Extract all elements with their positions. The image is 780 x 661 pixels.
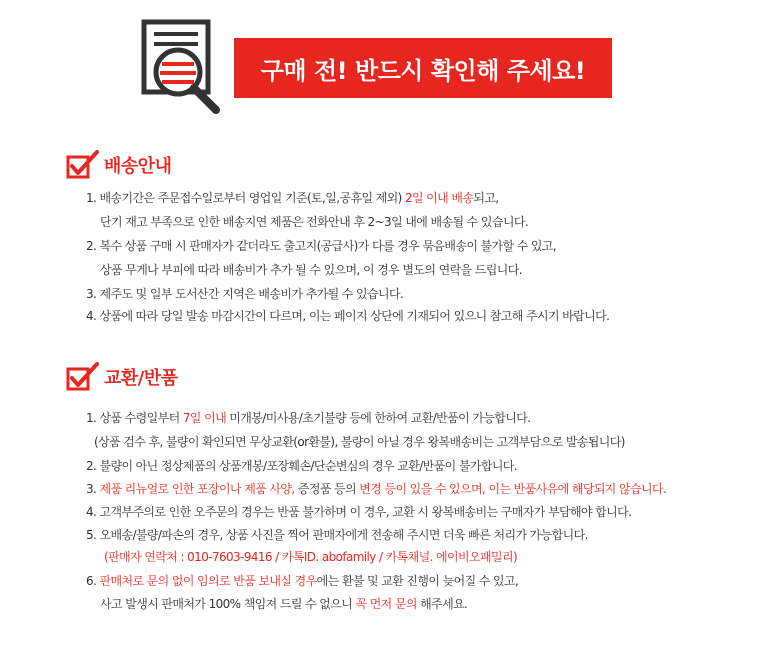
red-checkbox-icon (66, 362, 100, 392)
shipping-title: 배송안내 (104, 156, 172, 177)
exchange-title: 교환/반품 (104, 368, 178, 389)
seller-contact: (판매자 연락처 : 010-7603-9416 / 카톡ID. abofamily / 카톡채널. 에이비오패밀리) (104, 550, 518, 564)
notice-banner: 구매 전! 반드시 확인해 주세요! (234, 38, 612, 98)
exchange-line-4: 3. 제품 리뉴얼로 인한 포장이나 제품 사양, 증정품 등의 변경 등이 있을 수 있으며, 이는 반품사유에 해당되지 않습니다. (86, 482, 667, 496)
red-checkbox-icon (66, 150, 100, 180)
exchange-line-5: 4. 고객부주의로 인한 오주문의 경우는 반품 불가하며 이 경우, 교환 시 왕복배송비는 구매자가 부담해야 합니다. (86, 505, 632, 519)
document-magnifier-icon (120, 12, 240, 122)
exchange-section-title (66, 362, 178, 392)
shipping-line-1: 1. 배송기간은 주문접수일로부터 영업일 기준(토,일,공휴일 제외) 2일 이내 배송되고, (86, 191, 499, 205)
shipping-line-3: 2. 복수 상품 구매 시 판매자가 같더라도 출고지(공급사)가 다를 경우 묶음배송이 불가할 수 있고, (86, 239, 557, 253)
shipping-line-6: 4. 상품에 따라 당일 발송 마감시간이 다르며, 이는 페이지 상단에 기재되어 있으니 참고해 주시기 바랍니다. (86, 309, 610, 323)
shipping-section-title (66, 150, 172, 180)
shipping-line-4: 상품 무게나 부피에 따라 배송비가 추가 될 수 있으며, 이 경우 별도의 연락을 드립니다. (100, 263, 522, 277)
exchange-line-3: 2. 불량이 아닌 정상제품의 상품개봉/포장훼손/단순변심의 경우 교환/반품이 불가합니다. (86, 459, 518, 473)
exchange-line-8: 사고 발생시 판매처가 100% 책임져 드릴 수 없으니 꼭 먼저 문의 해주세요. (100, 597, 468, 611)
exchange-line-2: (상품 검수 후, 불량이 확인되면 무상교환(or환불), 불량이 아닐 경우 왕복배송비는 고객부담으로 발송됩니다) (94, 435, 625, 449)
shipping-line-2: 단기 재고 부족으로 인한 배송지연 제품은 전화안내 후 2~3일 내에 배송될 수 있습니다. (100, 215, 529, 229)
shipping-line-5: 3. 제주도 및 일부 도서산간 지역은 배송비가 추가될 수 있습니다. (86, 287, 404, 301)
exchange-line-1: 1. 상품 수령일부터 7일 이내 미개봉/미사용/초기불량 등에 한하여 교환/반품이 가능합니다. (86, 411, 531, 425)
exchange-line-6: 5. 오배송/불량/파손의 경우, 상품 사진을 찍어 판매자에게 전송해 주시면 더욱 빠른 처리가 가능합니다. (86, 528, 588, 542)
exchange-line-7: 6. 판매처로 문의 없이 임의로 반품 보내실 경우에는 환불 및 교환 진행이 늦어질 수 있고, (86, 574, 519, 588)
